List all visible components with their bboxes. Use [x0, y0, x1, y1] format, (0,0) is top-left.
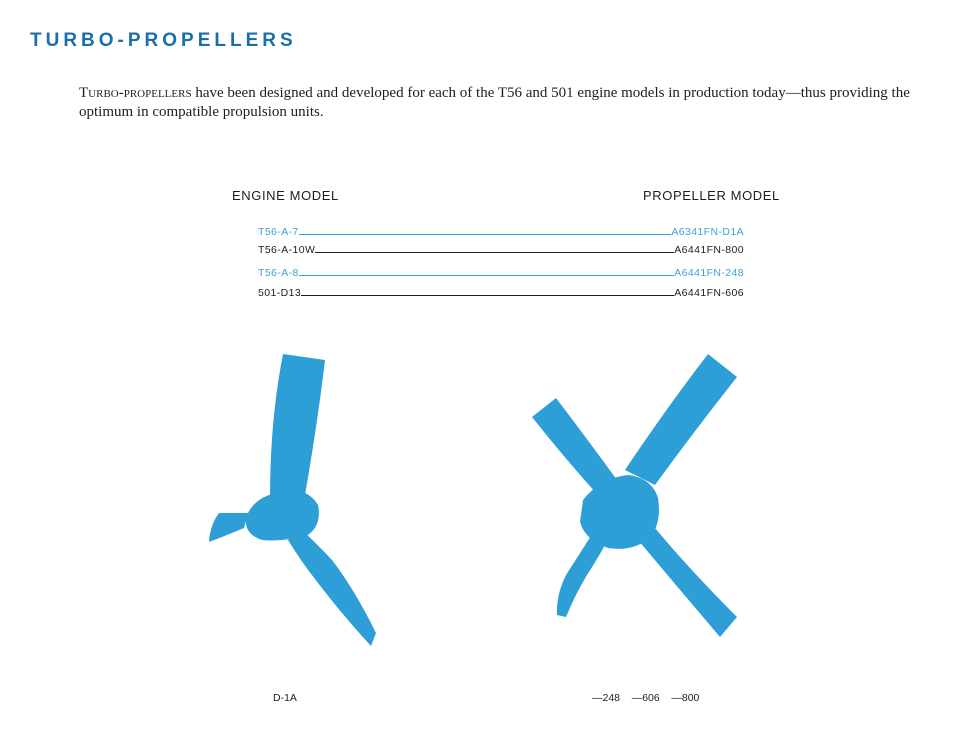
engine-model-header: ENGINE MODEL [232, 188, 339, 203]
propeller-blade [625, 354, 737, 485]
left-propeller-caption: D-1A [273, 692, 297, 704]
engine-model-cell: T56-A-8 [258, 267, 299, 279]
three-blade-propeller-illustration [209, 354, 376, 646]
right-propeller-caption: —248 —606 —800 [592, 692, 700, 704]
engine-model-cell: 501-D13 [258, 287, 302, 299]
page-title: TURBO-PROPELLERS [30, 30, 297, 51]
propeller-model-cell: A6441FN-248 [674, 267, 744, 279]
propeller-blade [270, 354, 325, 498]
engine-model-cell: T56-A-7 [258, 226, 299, 238]
intro-text: have been designed and developed for each of the T56 and 501 engine models in production today—thus providing the optimum in compatible propulsion units. [79, 85, 910, 120]
intro-lead: Turbo-propellers [79, 85, 192, 101]
propeller-model-header: PROPELLER MODEL [643, 188, 780, 203]
propeller-blade [638, 528, 737, 637]
propeller-blade [532, 398, 617, 493]
propeller-model-cell: A6441FN-800 [674, 244, 744, 256]
engine-model-cell: T56-A-10W [258, 244, 316, 256]
propeller-hub [246, 490, 319, 540]
propeller-blade [288, 528, 376, 646]
propeller-blade [209, 513, 248, 542]
propeller-model-cell: A6441FN-606 [674, 287, 744, 299]
four-blade-propeller-illustration [532, 354, 737, 637]
propeller-model-cell: A6341FN-D1A [671, 226, 744, 238]
